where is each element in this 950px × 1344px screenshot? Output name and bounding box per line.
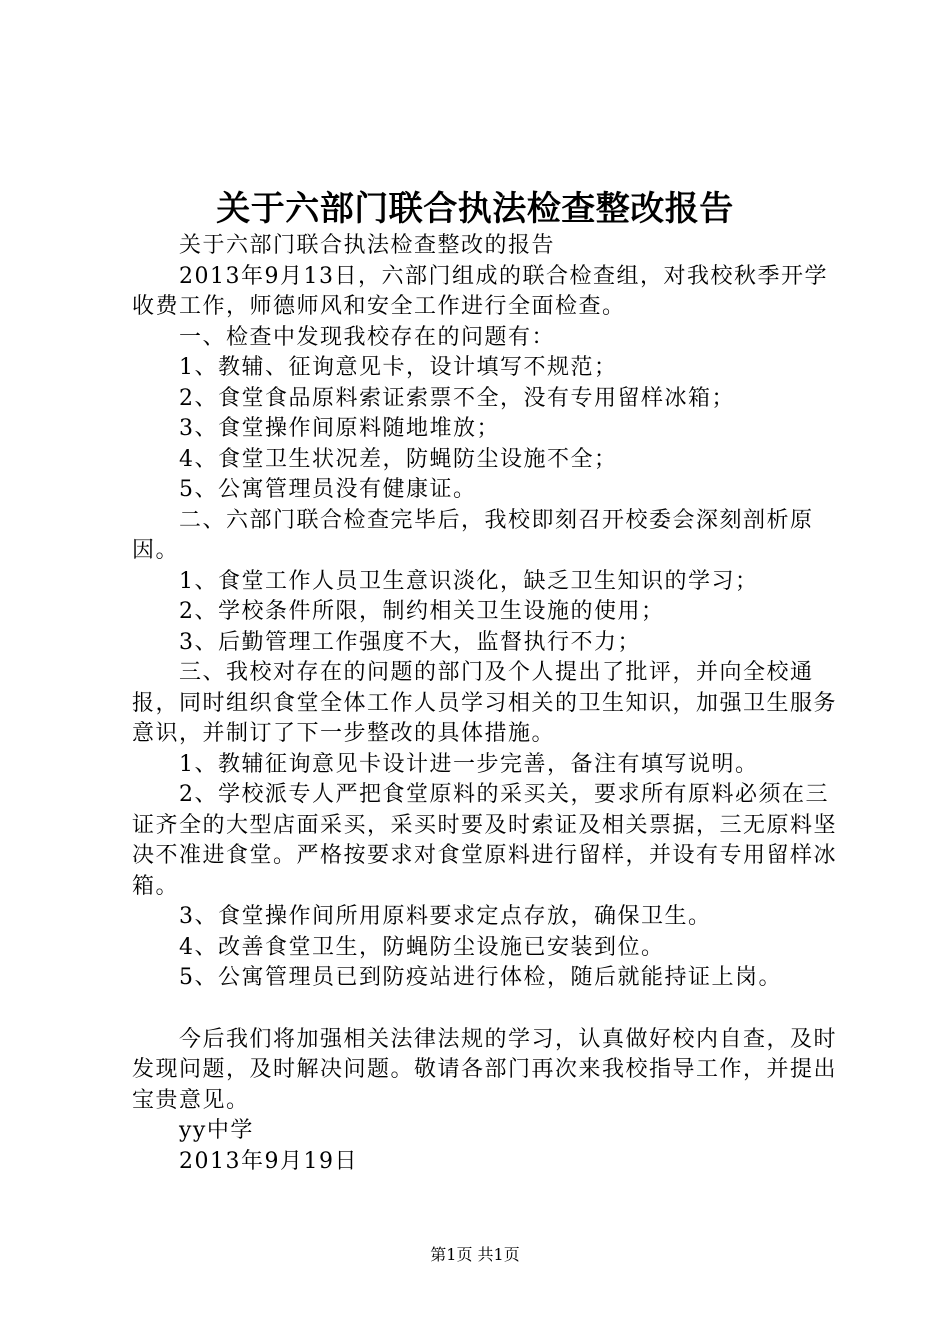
signature-school: yy中学 bbox=[179, 1118, 254, 1143]
list-item: 1、食堂工作人员卫生意识淡化，缺乏卫生知识的学习； bbox=[179, 568, 759, 594]
paragraph: 二、六部门联合检查完毕后，我校即刻召开校委会深刻剖析原因。 bbox=[132, 507, 814, 563]
list-item: 1、教辅、征询意见卡，设计填写不规范； bbox=[179, 355, 618, 380]
list-item: 2、学校派专人严把食堂原料的采买关，要求所有原料必须在三证齐全的大型店面采买，采买时要及时索证及相关票据，三无原料坚决不准进食堂。严格按要求对食堂原料进行留样，并设有专用留样冰箱。 bbox=[132, 782, 838, 899]
list-item: 3、食堂操作间原料随地堆放； bbox=[179, 416, 500, 441]
list-item: 3、食堂操作间所用原料要求定点存放，确保卫生。 bbox=[179, 904, 712, 929]
paragraph: 今后我们将加强相关法律法规的学习，认真做好校内自查，及时发现问题，及时解决问题。敬请各部门再次来我校指导工作，并提出宝贵意见。 bbox=[132, 1026, 838, 1113]
list-item: 5、公寓管理员已到防疫站进行体检，随后就能持证上岗。 bbox=[179, 965, 782, 990]
paragraph: 2013年9月13日，六部门组成的联合检查组，对我校秋季开学收费工作，师德师风和安全工作进行全面检查。 bbox=[132, 263, 828, 319]
list-item: 2、学校条件所限，制约相关卫生设施的使用； bbox=[179, 599, 665, 624]
list-item: 5、公寓管理员没有健康证。 bbox=[179, 477, 477, 502]
list-item: 2、食堂食品原料索证索票不全，没有专用留样冰箱； bbox=[179, 385, 735, 411]
paragraph: 一、检查中发现我校存在的问题有： bbox=[179, 324, 556, 350]
page-footer: 第1页 共1页 bbox=[430, 1245, 520, 1264]
paragraph: 三、我校对存在的问题的部门及个人提出了批评，并向全校通报，同时组织食堂全体工作人员学习相关的卫生知识，加强卫生服务意识，并制订了下一步整改的具体措施。 bbox=[132, 660, 838, 746]
paragraph-spacer bbox=[132, 994, 842, 1025]
document-title: 关于六部门联合执法检查整改报告 bbox=[216, 189, 734, 229]
list-item: 4、改善食堂卫生，防蝇防尘设施已安装到位。 bbox=[179, 934, 665, 960]
document-body bbox=[132, 231, 842, 1177]
list-item: 3、后勤管理工作强度不大，监督执行不力； bbox=[179, 629, 641, 655]
list-item: 4、食堂卫生状况差，防蝇防尘设施不全； bbox=[179, 446, 618, 472]
paragraph: 关于六部门联合执法检查整改的报告 bbox=[179, 233, 556, 258]
list-item: 1、教辅征询意见卡设计进一步完善，备注有填写说明。 bbox=[179, 751, 759, 777]
signature-date: 2013年9月19日 bbox=[179, 1148, 358, 1174]
